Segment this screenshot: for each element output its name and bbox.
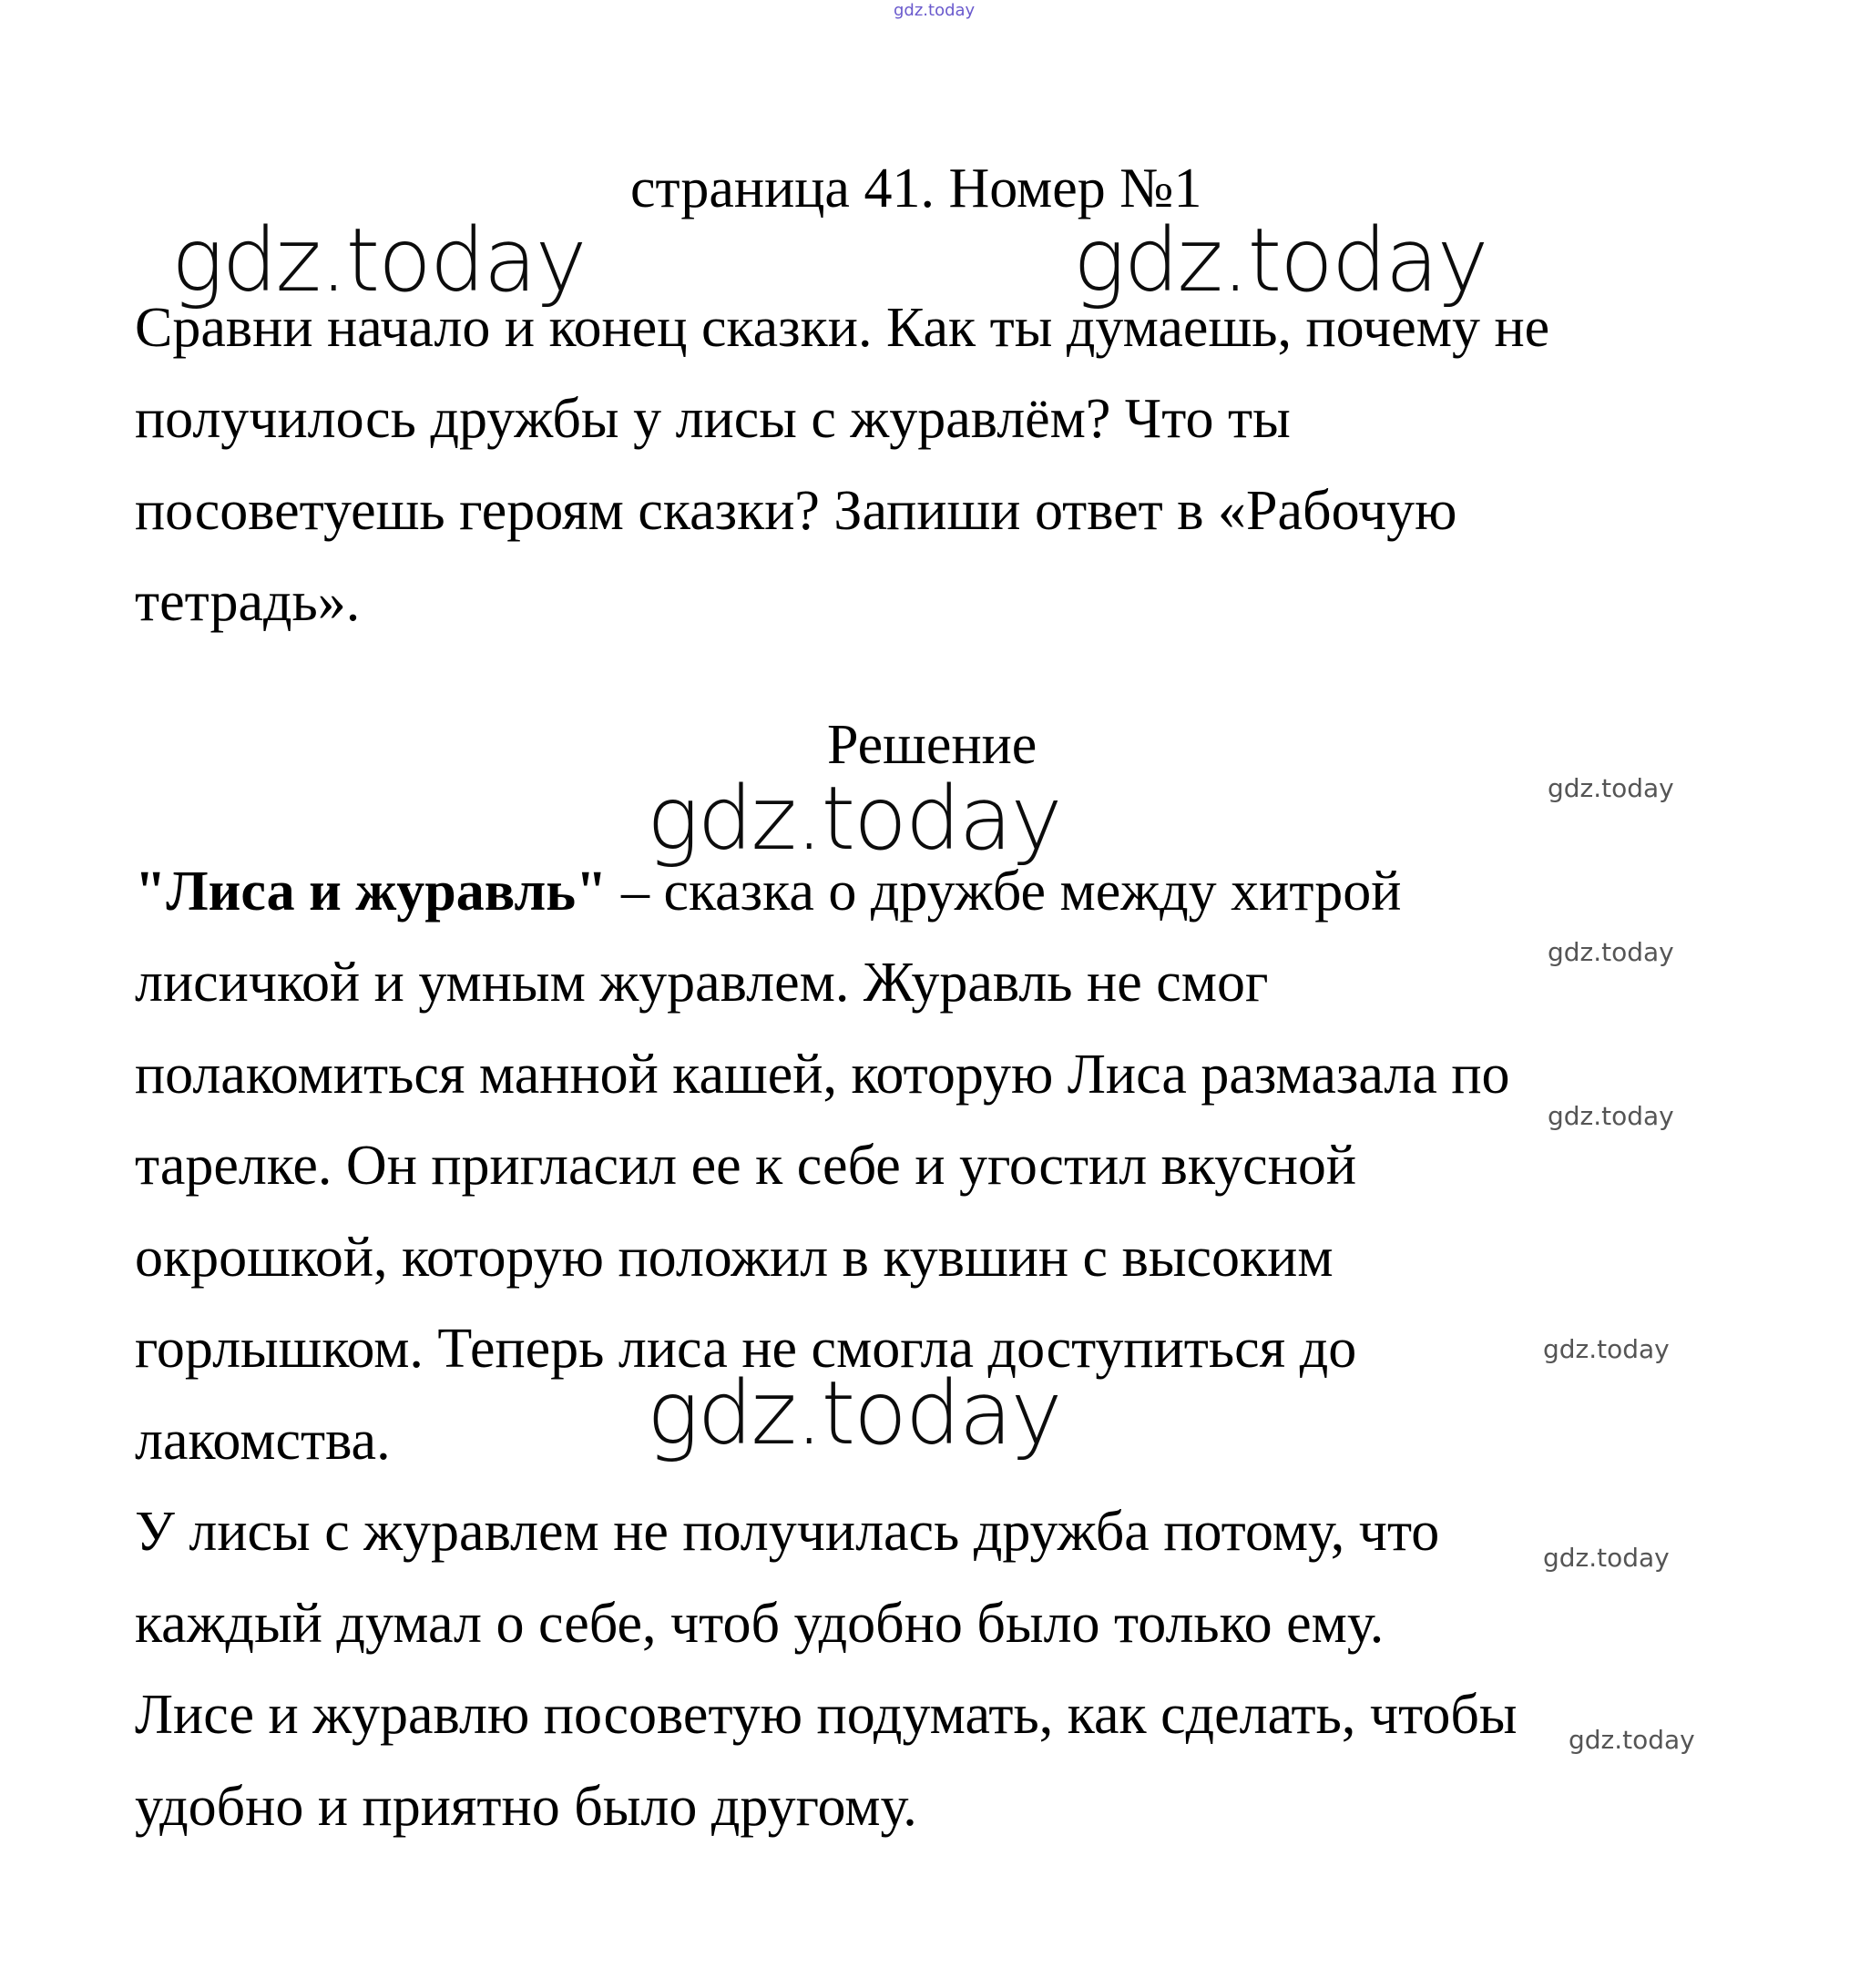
- answer-line: горлышком. Теперь лиса не смогла доступиться до: [135, 1318, 1357, 1380]
- answer-line: Лисе и журавлю посоветую подумать, как сделать, чтобы: [135, 1684, 1518, 1746]
- answer-line: окрошкой, которую положил в кувшин с высоким: [135, 1227, 1334, 1289]
- answer-line: удобно и приятно было другому.: [135, 1776, 917, 1838]
- small-watermark: gdz.today: [1543, 1543, 1670, 1573]
- solution-heading: Решение: [827, 714, 1037, 776]
- answer-line: У лисы с журавлем не получилась дружба потому, что: [135, 1501, 1440, 1563]
- question-line: получилось дружбы у лисы с журавлём? Что ты: [135, 388, 1291, 450]
- answer-line: лакомства.: [135, 1410, 391, 1472]
- answer-line: полакомиться манной кашей, которую Лиса размазала по: [135, 1044, 1510, 1106]
- answer-line: тарелке. Он пригласил ее к себе и угостил вкусной: [135, 1135, 1357, 1197]
- question-line: Сравни начало и конец сказки. Как ты думаешь, почему не: [135, 297, 1550, 359]
- large-watermark: gdz.today: [647, 1362, 1061, 1464]
- small-watermark: gdz.today: [1543, 1334, 1670, 1364]
- large-watermark: gdz.today: [1073, 209, 1487, 311]
- small-watermark: gdz.today: [1548, 1101, 1674, 1131]
- answer-line: лисичкой и умным журавлем. Журавль не смог: [135, 952, 1269, 1014]
- answer-line: каждый думал о себе, чтоб удобно было только ему.: [135, 1593, 1385, 1655]
- page-title: страница 41. Номер №1: [630, 158, 1202, 219]
- small-watermark: gdz.today: [1548, 937, 1674, 967]
- answer-line: [135, 861, 1402, 923]
- large-watermark: gdz.today: [171, 209, 586, 311]
- answer-line-rest: – сказка о дружбе между хитрой: [607, 861, 1402, 923]
- top-watermark: gdz.today: [894, 1, 976, 20]
- small-watermark: gdz.today: [1569, 1725, 1695, 1755]
- small-watermark: gdz.today: [1548, 773, 1674, 803]
- story-title: "Лиса и журавль": [135, 861, 608, 923]
- question-line: посоветуешь героям сказки? Запиши ответ в «Рабочую: [135, 480, 1457, 542]
- question-line: тетрадь».: [135, 571, 361, 633]
- large-watermark: gdz.today: [647, 768, 1061, 870]
